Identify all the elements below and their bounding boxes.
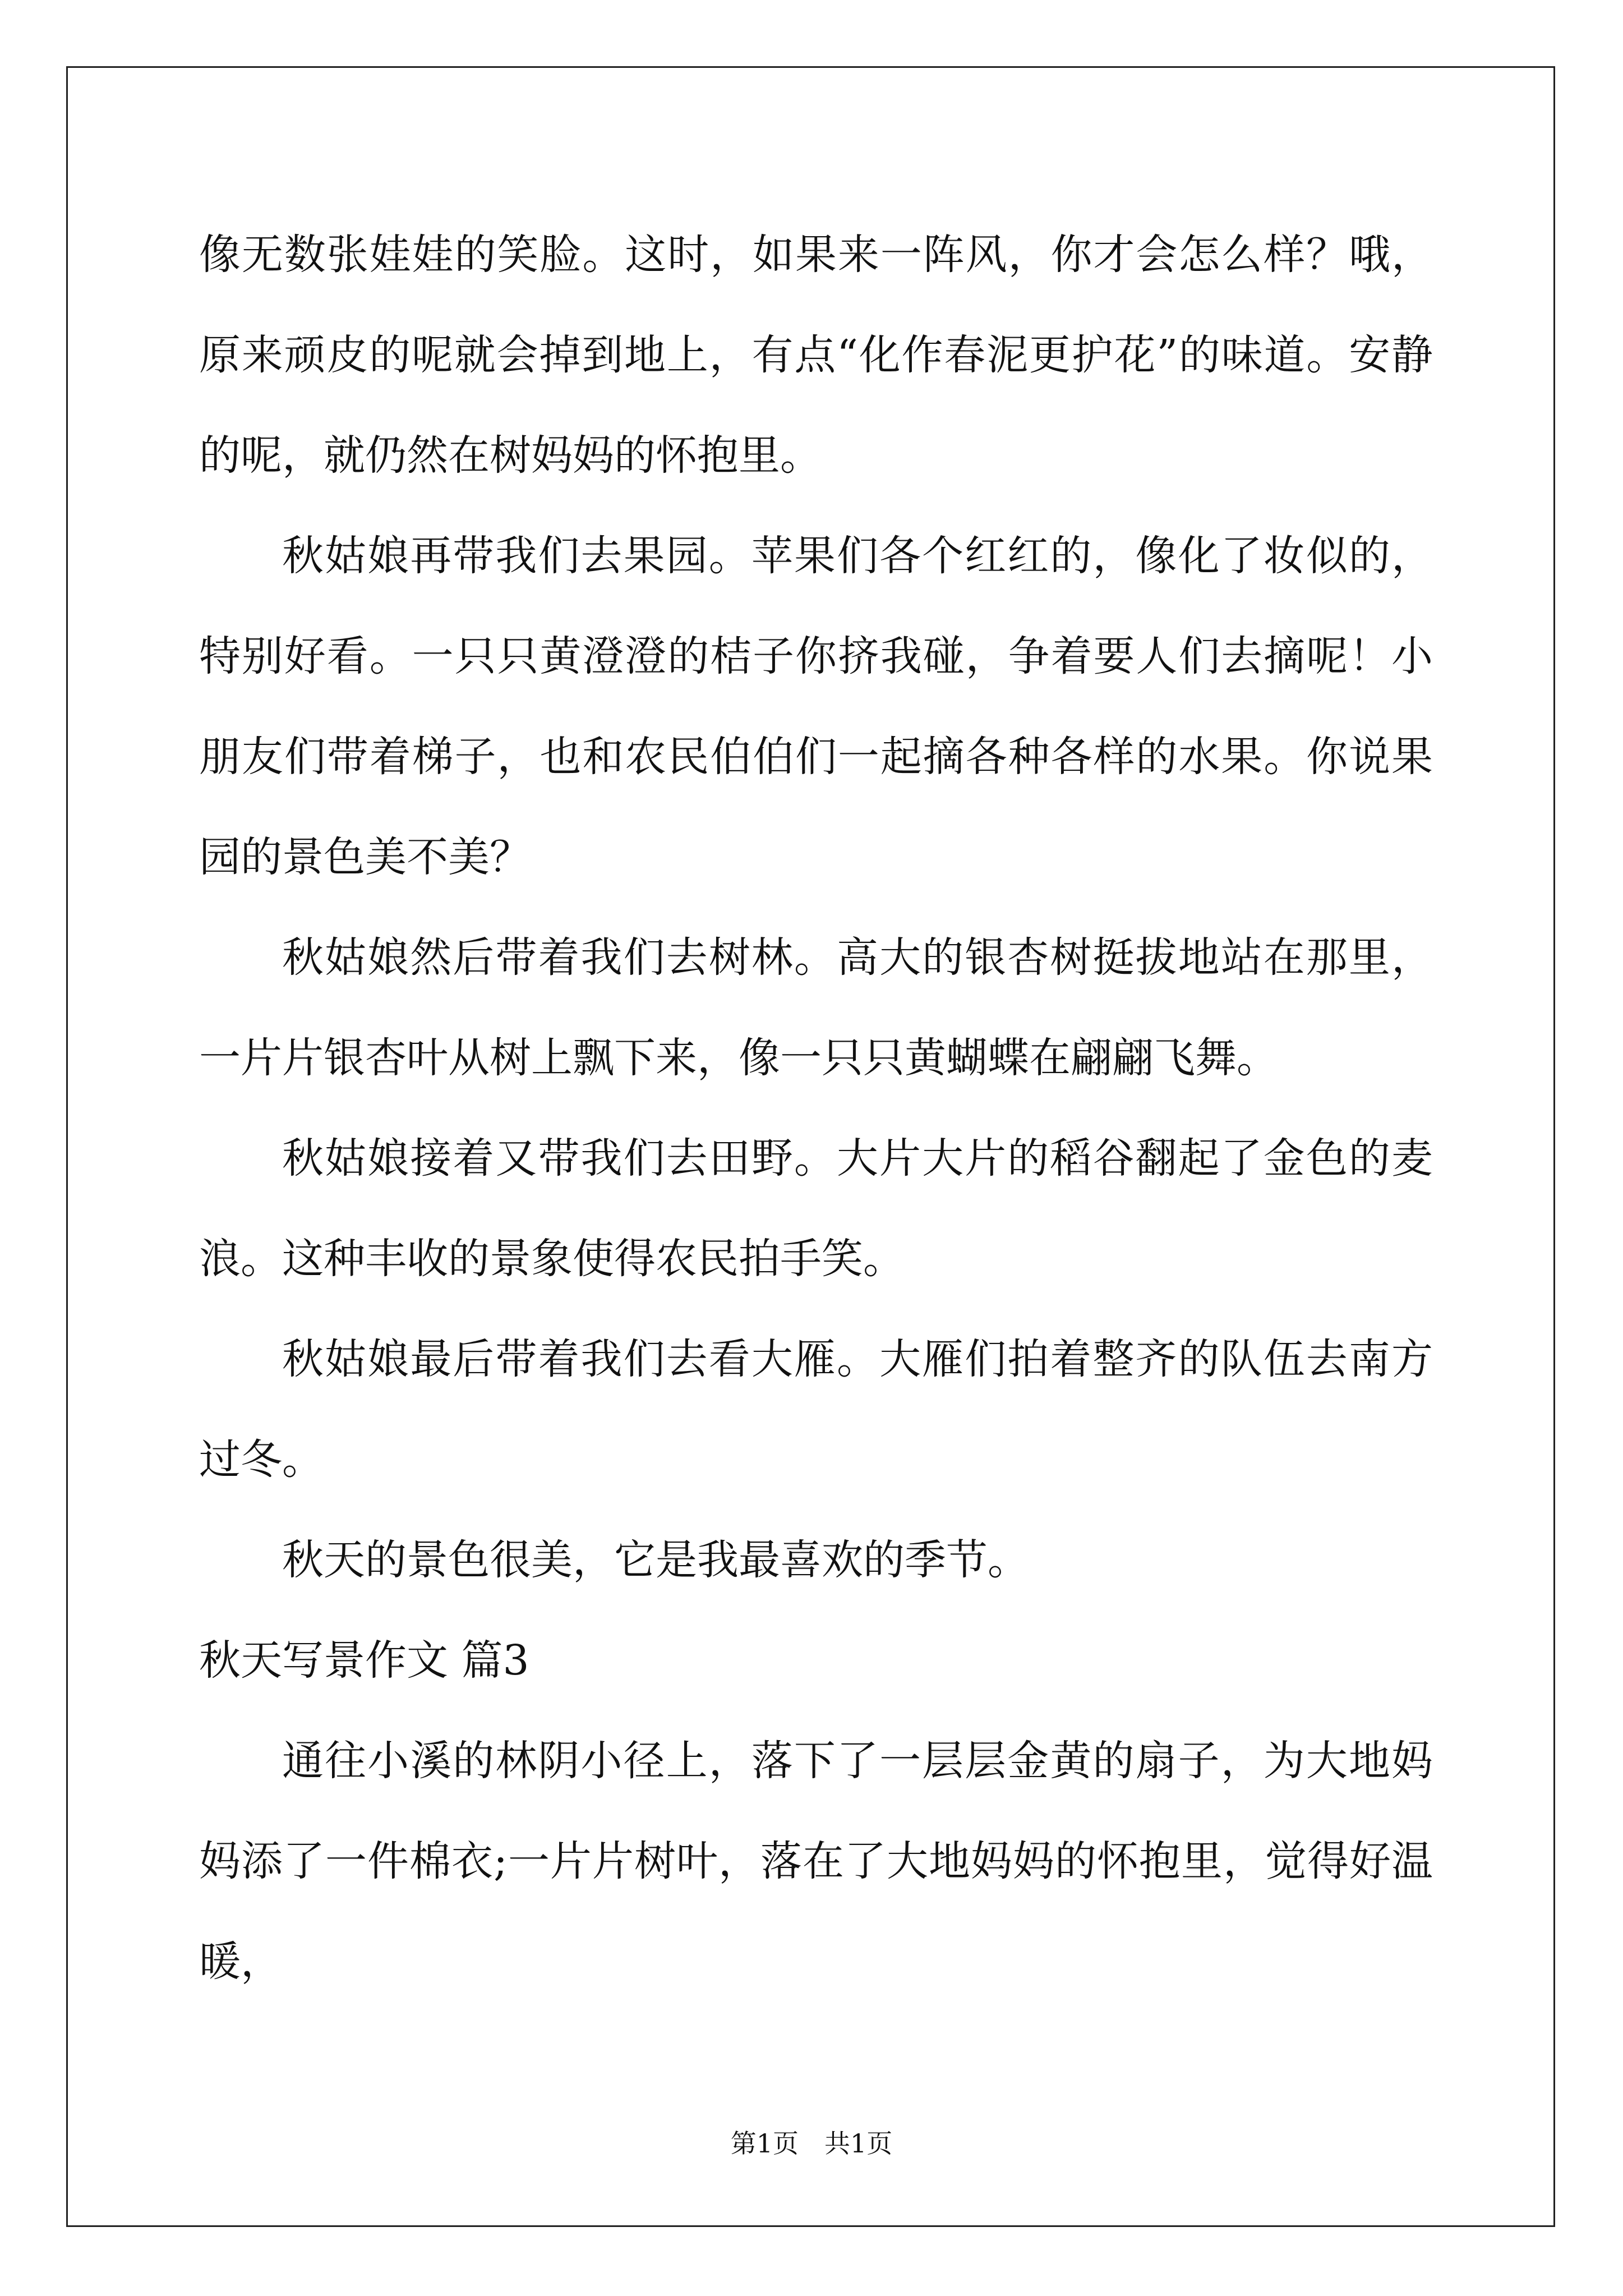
document-body (199, 205, 1433, 2012)
paragraph-5: 秋姑娘最后带着我们去看大雁。大雁们拍着整齐的队伍去南方过冬。 (199, 1335, 1433, 1484)
paragraph-4: 秋姑娘接着又带我们去田野。大片大片的稻谷翻起了金色的麦浪。这种丰收的景象使得农民拍手笑。 (199, 1134, 1433, 1283)
paragraph-7: 通往小溪的林阴小径上，落下了一层层金黄的扇子，为大地妈妈添了一件棉衣;一片片树叶，落在了大地妈妈的怀抱里，觉得好温暖， (199, 1737, 1433, 1986)
paragraph-6: 秋天的景色很美，它是我最喜欢的季节。 (282, 1536, 1029, 1584)
paragraph-1: 像无数张娃娃的笑脸。这时，如果来一阵风，你才会怎么样？哦，原来顽皮的呢就会掉到地上，有点“化作春泥更护花”的味道。安静的呢，就仍然在树妈妈的怀抱里。 (199, 231, 1433, 480)
section-heading: 秋天写景作文 篇3 (199, 1636, 529, 1685)
paragraph-3: 秋姑娘然后带着我们去树林。高大的银杏树挺拔地站在那里，一片片银杏叶从树上飘下来，像一只只黄蝴蝶在翩翩飞舞。 (199, 933, 1433, 1082)
page-footer: 第1页 共1页 (730, 2128, 893, 2159)
paragraph-2: 秋姑娘再带我们去果园。苹果们各个红红的，像化了妆似的，特别好看。一只只黄澄澄的桔子你挤我碰，争着要人们去摘呢！小朋友们带着梯子，也和农民伯伯们一起摘各种各样的水果。你说果园的景色美不美？ (199, 532, 1433, 881)
